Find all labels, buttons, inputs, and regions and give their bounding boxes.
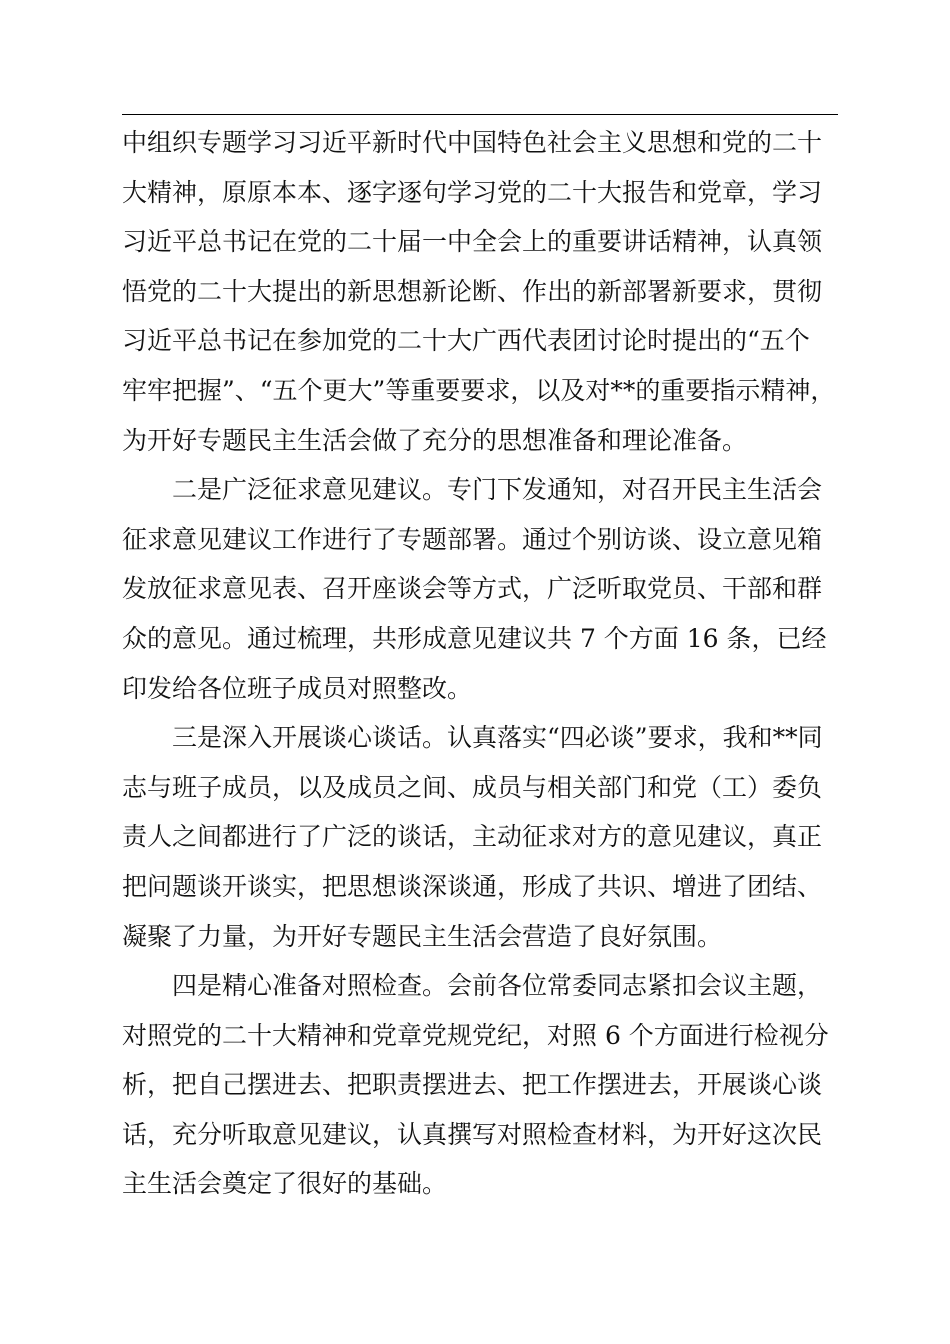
text-line: 发放征求意见表、召开座谈会等方式，广泛听取党员、干部和群 — [122, 574, 823, 604]
text-line: 印发给各位班子成员对照整改。 — [122, 673, 473, 703]
text-line: 四是精心准备对照检查。会前各位常委同志紧扣会议主题， — [172, 971, 823, 1001]
text-line: 习近平总书记在参加党的二十大广西代表团讨论时提出的“五个 — [122, 326, 810, 356]
text-line: 征求意见建议工作进行了专题部署。通过个别访谈、设立意见箱 — [122, 524, 823, 554]
text-line: 把问题谈开谈实，把思想谈深谈通，形成了共识、增进了团结、 — [122, 871, 823, 901]
text-line: 对照党的二十大精神和党章党规党纪，对照 6 个方面进行检视分 — [122, 1020, 829, 1050]
paragraph-3 — [122, 713, 838, 961]
text-line: 为开好专题民主生活会做了充分的思想准备和理论准备。 — [122, 425, 748, 455]
text-line: 主生活会奠定了很好的基础。 — [122, 1169, 448, 1199]
document-body — [122, 118, 838, 1209]
text-line: 大精神，原原本本、逐字逐句学习党的二十大报告和党章，学习 — [122, 177, 823, 207]
text-line: 析，把自己摆进去、把职责摆进去、把工作摆进去，开展谈心谈 — [122, 1070, 823, 1100]
text-line: 责人之间都进行了广泛的谈话，主动征求对方的意见建议，真正 — [122, 822, 823, 852]
text-line: 悟党的二十大提出的新思想新论断、作出的新部署新要求，贯彻 — [122, 276, 823, 306]
paragraph-4 — [122, 961, 838, 1209]
text-line: 凝聚了力量，为开好专题民主生活会营造了良好氛围。 — [122, 921, 723, 951]
text-line: 话，充分听取意见建议，认真撰写对照检查材料，为开好这次民 — [122, 1119, 823, 1149]
text-line: 中组织专题学习习近平新时代中国特色社会主义思想和党的二十 — [122, 128, 823, 157]
text-line: 习近平总书记在党的二十届一中全会上的重要讲话精神，认真领 — [122, 227, 823, 257]
text-line: 志与班子成员，以及成员之间、成员与相关部门和党（工）委负 — [122, 772, 823, 802]
text-line: 众的意见。通过梳理，共形成意见建议共 7 个方面 16 条，已经 — [122, 623, 827, 653]
text-line: 二是广泛征求意见建议。专门下发通知，对召开民主生活会 — [172, 475, 823, 505]
text-line: 牢牢把握”、“五个更大”等重要要求，以及对**的重要指示精神， — [122, 375, 836, 405]
paragraph-1 — [122, 118, 838, 465]
header-rule — [122, 114, 838, 115]
text-line: 三是深入开展谈心谈话。认真落实“四必谈”要求，我和**同 — [172, 723, 823, 753]
paragraph-2 — [122, 465, 838, 713]
